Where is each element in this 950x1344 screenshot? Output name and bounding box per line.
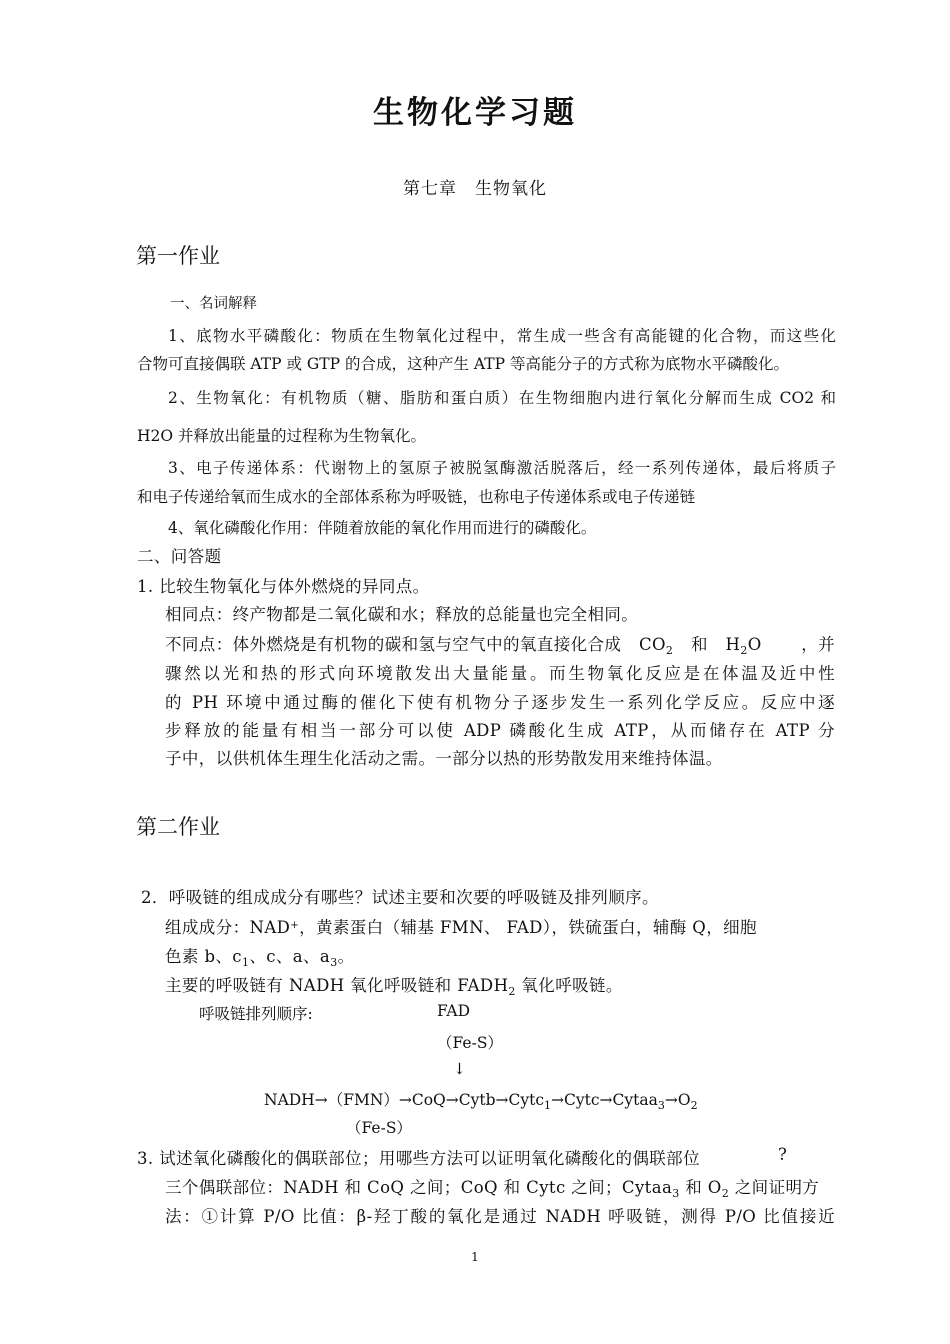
subscript: 3 [672, 1187, 680, 1200]
question-3: 3. 试述氧化磷酸化的偶联部位；用哪些方法可以证明氧化磷酸化的偶联部位 [137, 1149, 700, 1168]
formula-text: O [747, 635, 762, 654]
answer-text: 不同点：体外燃烧是有机物的碳和氢与空气中的氧直接化合成 [165, 635, 622, 654]
formula-text: H [725, 635, 741, 654]
answer-text: 三个偶联部位：NADH 和 CoQ 之间；CoQ 和 Cytc 之间；Cytaa [165, 1178, 673, 1197]
chain-fad: FAD [437, 1002, 471, 1020]
subscript: 2 [508, 985, 516, 998]
answer-line [165, 972, 623, 996]
definition-line: 3、电子传递体系：代谢物上的氢原子被脱氢酶激活脱落后，经一系列传递体，最后将质子 [168, 459, 836, 477]
formula-co2 [638, 635, 674, 657]
answer-text: ，并 [801, 635, 835, 654]
answer-line: 的 PH 环境中通过酶的催化下使有机物分子逐步发生一系列化学反应。反应中逐 [165, 693, 835, 712]
chain-sequence [264, 1088, 698, 1110]
formula-h2o [725, 635, 762, 657]
subscript: 3 [657, 1099, 665, 1112]
definition-line: 4、氧化磷酸化作用：伴随着放能的氧化作用而进行的磷酸化。 [168, 519, 597, 537]
answer-text: 主要的呼吸链有 NADH 氧化呼吸链和 FADH [165, 976, 509, 995]
definition-line: 合物可直接偶联 ATP 或 GTP 的合成，这种产生 ATP 等高能分子的方式称为底物水平磷酸化。 [137, 355, 789, 373]
chain-fes-bottom: （Fe-S） [346, 1119, 412, 1137]
subscript: 2 [690, 1099, 698, 1112]
answer-line [165, 631, 835, 655]
subheading-definitions: 一、名词解释 [170, 296, 257, 312]
page-title: 生物化学习题 [373, 95, 577, 131]
answer-text: 和 O [679, 1178, 722, 1197]
chain-arrow-down-icon: ↓ [453, 1060, 466, 1078]
superscript: + [290, 920, 300, 931]
answer-line: 步释放的能量有相当一部分可以使 ADP 磷酸化生成 ATP，从而储存在 ATP 分 [165, 721, 835, 740]
formula-text: CO [638, 635, 666, 654]
chapter-heading: 第七章 生物氧化 [403, 179, 547, 199]
answer-line: 子中，以供机体生理生化活动之需。一部分以热的形势散发用来维持体温。 [165, 749, 723, 768]
answer-line: 骤然以光和热的形式向环境散发出大量能量。而生物氧化反应是在体温及近中性 [165, 664, 835, 683]
definition-line: H2O 并释放出能量的过程称为生物氧化。 [137, 427, 427, 445]
answer-line [165, 943, 355, 967]
subscript: 1 [241, 956, 250, 969]
section-heading-1: 第一作业 [136, 244, 220, 268]
chain-fes-top: （Fe-S） [437, 1034, 503, 1052]
answer-text: 色素 b、c [165, 947, 242, 966]
chain-text: →O [664, 1091, 691, 1109]
subheading-questions: 二、问答题 [137, 547, 222, 566]
definition-line: 1、底物水平磷酸化：物质在生物氧化过程中，常生成一些含有高能键的化合物，而这些化 [168, 327, 836, 345]
subscript: 2 [665, 644, 674, 657]
answer-text: 组成成分：NAD [165, 918, 291, 937]
subscript: 2 [740, 644, 748, 657]
subscript: 2 [721, 1187, 730, 1200]
page-number: 1 [471, 1250, 479, 1264]
question-2: 2．呼吸链的组成成分有哪些？试述主要和次要的呼吸链及排列顺序。 [141, 888, 659, 907]
definition-line: 和电子传递给氧而生成水的全部体系称为呼吸链，也称电子传递体系或电子传递链 [137, 488, 696, 506]
answer-text: 之间证明方 [729, 1178, 820, 1197]
answer-text: 、c、a、a [249, 947, 331, 966]
answer-text: ，黄素蛋白（辅基 FMN、 FAD），铁硫蛋白，辅酶 Q，细胞 [299, 918, 757, 937]
answer-text: 氧化呼吸链。 [515, 976, 623, 995]
question-mark: ? [778, 1145, 788, 1164]
subscript: 3 [330, 956, 338, 969]
answer-line [165, 914, 757, 938]
answer-line [165, 1174, 835, 1198]
answer-text: 和 [690, 635, 708, 654]
question-1: 1. 比较生物氧化与体外燃烧的异同点。 [137, 577, 430, 596]
definition-line: 2、生物氧化：有机物质（糖、脂肪和蛋白质）在生物细胞内进行氧化分解而生成 CO2 和 [168, 389, 836, 407]
subscript: 1 [544, 1099, 552, 1112]
answer-line: 相同点：终产物都是二氧化碳和水；释放的总能量也完全相同。 [165, 605, 639, 624]
chain-text: NADH→（FMN）→CoQ→Cytb→Cytc [264, 1091, 545, 1109]
answer-text: 。 [337, 947, 355, 966]
chain-text: →Cytc→Cytaa [551, 1091, 658, 1109]
chain-order-label: 呼吸链排列顺序: [199, 1005, 313, 1023]
answer-line: 法：①计算 P/O 比值：β-羟丁酸的氧化是通过 NADH 呼吸链，测得 P/O 比值接近 [165, 1207, 835, 1226]
section-heading-2: 第二作业 [136, 815, 220, 839]
